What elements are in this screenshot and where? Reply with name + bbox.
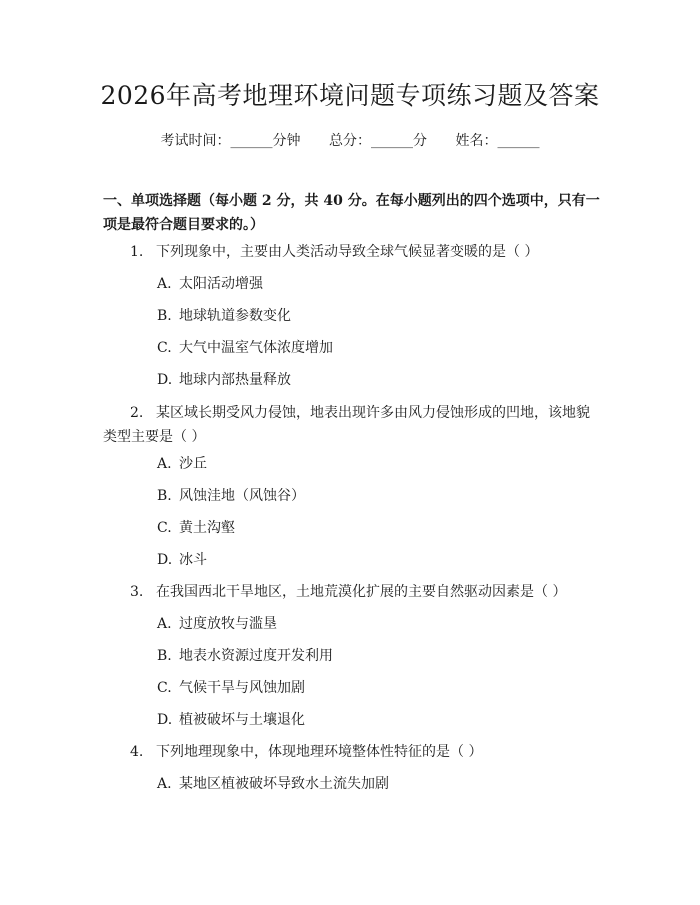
question-number: 4. (130, 744, 144, 760)
question-text: 在我国西北干旱地区，土地荒漠化扩展的主要自然驱动因素是（ ） (156, 584, 567, 600)
question-3-option-a (157, 612, 597, 636)
question-text: 下列现象中，主要由人类活动导致全球气候显著变暖的是（ ） (156, 244, 539, 260)
option-text: 植被破坏与土壤退化 (179, 712, 305, 728)
question-1-option-d (157, 368, 597, 392)
question-number: 1. (130, 244, 144, 260)
option-letter: C. (157, 520, 172, 536)
question-3-option-d (157, 708, 597, 732)
option-text: 地球内部热量释放 (179, 372, 291, 388)
name-field: 姓名：______ (455, 133, 540, 149)
question-1-stem (103, 240, 603, 264)
page-title: 2026年高考地理环境问题专项练习题及答案 (100, 81, 600, 110)
exam-time-field: 考试时间：______分钟 (160, 133, 301, 149)
question-2-stem (103, 401, 603, 449)
option-text: 风蚀洼地（风蚀谷） (179, 488, 305, 504)
option-text: 某地区植被破坏导致水土流失加剧 (179, 776, 389, 792)
option-letter: B. (157, 308, 172, 324)
question-1-option-b (157, 304, 597, 328)
option-letter: D. (157, 552, 173, 568)
option-letter: B. (157, 648, 172, 664)
question-3-option-c (157, 676, 597, 700)
option-text: 气候干旱与风蚀加剧 (179, 680, 305, 696)
question-2-option-d (157, 548, 597, 572)
question-text: 下列地理现象中，体现地理环境整体性特征的是（ ） (156, 744, 483, 760)
option-letter: D. (157, 372, 173, 388)
section-heading: 一、单项选择题（每小题 2 分，共 40 分。在每小题列出的四个选项中，只有一项是最符合题目要求的。） (103, 193, 600, 233)
exam-info (0, 130, 700, 152)
option-text: 黄土沟壑 (179, 520, 235, 536)
question-3-stem (103, 580, 603, 604)
option-letter: B. (157, 488, 172, 504)
total-score-field: 总分：______分 (329, 133, 427, 149)
question-4-stem (103, 740, 603, 764)
option-letter: A. (157, 456, 172, 472)
option-text: 地表水资源过度开发利用 (179, 648, 333, 664)
question-4-option-a (157, 772, 597, 796)
option-text: 沙丘 (179, 456, 207, 472)
question-text: 某区域长期受风力侵蚀，地表出现许多由风力侵蚀形成的凹地，该地貌类型主要是（ ） (103, 405, 590, 445)
question-3-option-b (157, 644, 597, 668)
option-letter: A. (157, 776, 172, 792)
option-letter: A. (157, 616, 172, 632)
question-1-option-c (157, 336, 597, 360)
option-letter: C. (157, 340, 172, 356)
option-text: 太阳活动增强 (179, 276, 263, 292)
question-2-option-c (157, 516, 597, 540)
option-text: 冰斗 (179, 552, 207, 568)
question-2-option-b (157, 484, 597, 508)
option-text: 过度放牧与滥垦 (179, 616, 277, 632)
option-letter: A. (157, 276, 172, 292)
question-number: 2. (130, 405, 144, 421)
question-number: 3. (130, 584, 144, 600)
option-text: 地球轨道参数变化 (179, 308, 291, 324)
question-1-option-a (157, 272, 597, 296)
option-letter: C. (157, 680, 172, 696)
question-2-option-a (157, 452, 597, 476)
option-text: 大气中温室气体浓度增加 (179, 340, 333, 356)
option-letter: D. (157, 712, 173, 728)
